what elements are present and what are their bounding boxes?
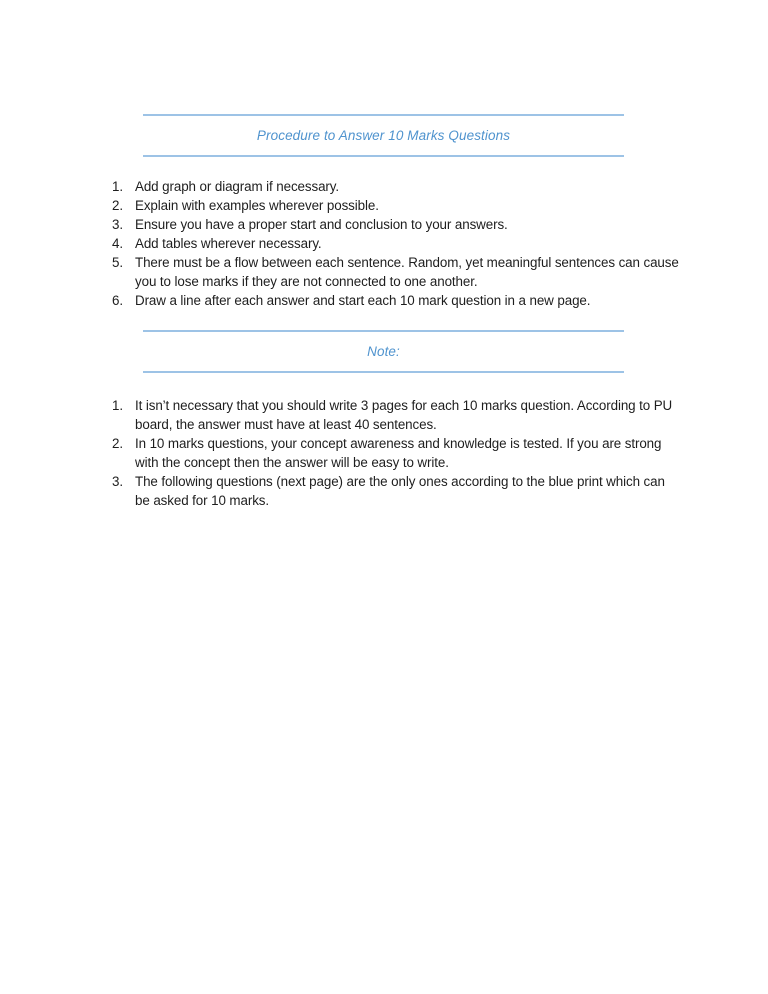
list-item: Draw a line after each answer and start each 10 mark question in a new page.	[135, 293, 591, 308]
note-list	[112, 396, 680, 510]
list-item: In 10 marks questions, your concept awareness and knowledge is tested. If you are strong with the concept then the answer will be easy to write.	[135, 436, 662, 470]
procedure-list	[112, 177, 680, 310]
list-item: There must be a flow between each sentence. Random, yet meaningful sentences can cause you to lose marks if they are not connected to one another.	[135, 255, 679, 289]
procedure-heading-title: Procedure to Answer 10 Marks Questions	[256, 128, 511, 143]
list-item: Ensure you have a proper start and conclusion to your answers.	[135, 217, 508, 232]
list-item: Add tables wherever necessary.	[135, 236, 322, 251]
list-item: It isn’t necessary that you should write 3 pages for each 10 marks question. According to PU board, the answer must have at least 40 sentences.	[135, 398, 673, 432]
list-item: Add graph or diagram if necessary.	[135, 179, 340, 194]
list-item: Explain with examples wherever possible.	[135, 198, 379, 213]
note-heading-title: Note:	[367, 344, 400, 359]
procedure-heading-block	[143, 114, 624, 157]
list-item: The following questions (next page) are the only ones according to the blue print which can be asked for 10 marks.	[135, 474, 665, 508]
note-heading-block	[143, 330, 624, 373]
